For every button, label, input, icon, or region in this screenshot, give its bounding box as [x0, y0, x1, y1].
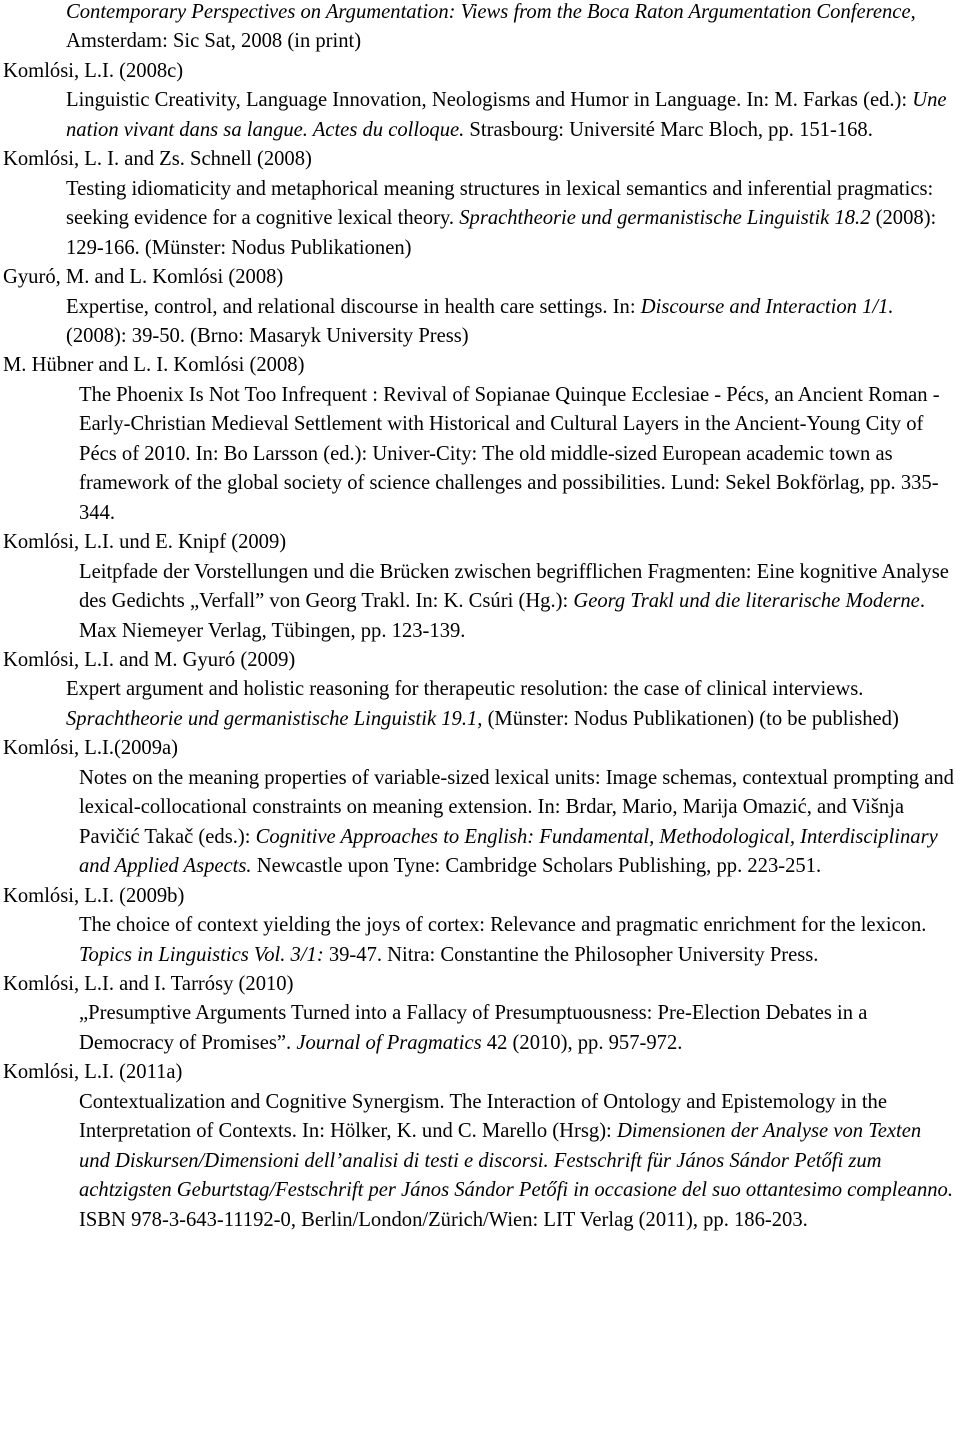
reference-author: M. Hübner and L. I. Komlósi (2008)	[3, 354, 305, 377]
reference-text: Leitpfade der Vorstellungen und die Brücken zwischen begrifflichen Fragmenten: Eine kognitive Analyse des Gedichts „Verfall” von Georg Trakl. In: K. Csúri (Hg.):	[79, 560, 949, 613]
italic-title-text: Dimensionen der Analyse von Texten und Diskursen/Dimensioni dell’analisi di testi e discorsi. Festschrift für János Sándor Petőfi zum achtzigsten Geburtstag/Festschrift per János Sándor Petőfi in occasione del suo ottantesimo compleanno.	[79, 1120, 953, 1202]
italic-title-text: Contemporary Perspectives on Argumentation: Views from the Boca Raton Argumentation Conference	[66, 1, 911, 23]
reference-body	[0, 911, 960, 970]
reference-text: „Presumptive Arguments Turned into a Fallacy of Presumptuousness: Pre-Election Debates in a Democracy of Promises”.	[79, 1002, 868, 1054]
reference-text: ISBN 978-3-643-11192-0, Berlin/London/Zürich/Wien: LIT Verlag (2011), pp. 186-203.	[79, 1208, 808, 1231]
reference-text: The Phoenix Is Not Too Infrequent : Revival of Sopianae Quinque Ecclesiae - Pécs, an Ancient Roman - Early-Christian Medieval Settlement with Historical and Cultural Layers in the Ancient-Young City of Pécs of 2010. In: Bo Larsson (ed.): Univer-City: The old middle-sized European academic town as framework of the global society of science challenges and possibilities. Lund: Sekel Bokförlag, pp. 335-344.	[79, 383, 940, 524]
reference-entry	[0, 646, 960, 734]
reference-text: (2008): 39-50. (Brno: Masaryk University Press)	[66, 324, 469, 347]
italic-title-text: Journal of Pragmatics	[296, 1031, 482, 1054]
italic-title-text: Georg Trakl und die literarische Moderne	[573, 590, 920, 613]
reference-body	[0, 381, 960, 528]
reference-body	[0, 675, 960, 734]
reference-body	[0, 0, 960, 57]
reference-text: Newcastle upon Tyne: Cambridge Scholars Publishing, pp. 223-251.	[251, 855, 822, 878]
reference-entry	[0, 970, 960, 1058]
reference-text: , Amsterdam: Sic Sat, 2008 (in print)	[66, 1, 916, 53]
reference-body	[0, 175, 960, 263]
italic-title-text: Discourse and Interaction 1/1.	[640, 295, 894, 318]
reference-entry	[0, 145, 960, 263]
reference-text: Testing idiomaticity and metaphorical meaning structures in lexical semantics and inferential pragmatics: seeking evidence for a cognitive lexical theory.	[66, 177, 934, 230]
reference-author: Komlósi, L.I. (2009b)	[3, 884, 185, 907]
reference-text: 39-47. Nitra: Constantine the Philosopher University Press.	[323, 943, 819, 966]
reference-entry	[0, 882, 960, 970]
reference-body	[0, 1088, 960, 1235]
reference-author: Komlósi, L.I. (2008c)	[3, 59, 184, 82]
reference-entry	[0, 263, 960, 351]
reference-author: Komlósi, L.I. and M. Gyuró (2009)	[3, 648, 296, 671]
italic-title-text: Sprachtheorie und germanistische Linguistik 18.2	[459, 207, 871, 230]
reference-entry	[0, 1058, 960, 1235]
italic-title-text: Topics in Linguistics Vol. 3/1:	[79, 943, 324, 966]
reference-entry	[0, 734, 960, 881]
reference-body	[0, 86, 960, 145]
reference-body	[0, 999, 960, 1058]
reference-text: Contextualization and Cognitive Synergism. The Interaction of Ontology and Epistemology in the Interpretation of Contexts. In: Hölker, K. und C. Marello (Hrsg):	[79, 1090, 887, 1143]
reference-text: Linguistic Creativity, Language Innovation, Neologisms and Humor in Language. In: M. Farkas (ed.):	[66, 89, 913, 112]
reference-text: Expert argument and holistic reasoning for therapeutic resolution: the case of clinical interviews.	[66, 678, 864, 701]
reference-text: (Münster: Nodus Publikationen) (to be published)	[482, 707, 899, 730]
reference-text: Notes on the meaning properties of variable-sized lexical units: Image schemas, contextual prompting and lexical-collocational constraints on meaning extension. In: Brdar, Mario, Marija Omazić, and Višnja Pavičić Takač (eds.):	[79, 766, 954, 848]
reference-body	[0, 558, 960, 646]
reference-author: Komlósi, L. I. and Zs. Schnell (2008)	[3, 148, 312, 171]
reference-author: Komlósi, L.I. and I. Tarrósy (2010)	[3, 972, 294, 995]
reference-text: Expertise, control, and relational discourse in health care settings. In:	[66, 295, 641, 318]
reference-entry	[0, 0, 960, 57]
reference-text: The choice of context yielding the joys of cortex: Relevance and pragmatic enrichment for the lexicon.	[79, 914, 927, 937]
reference-author: Gyuró, M. and L. Komlósi (2008)	[3, 266, 284, 289]
reference-text: 42 (2010), pp. 957-972.	[481, 1031, 683, 1054]
italic-title-text: Une nation vivant dans sa langue. Actes du colloque.	[66, 89, 947, 141]
reference-body	[0, 293, 960, 352]
reference-body	[0, 764, 960, 882]
reference-entry	[0, 57, 960, 145]
reference-entry	[0, 528, 960, 646]
reference-text: Strasbourg: Université Marc Bloch, pp. 151-168.	[464, 118, 873, 141]
reference-author: Komlósi, L.I. und E. Knipf (2009)	[3, 531, 287, 554]
reference-author: Komlósi, L.I. (2011a)	[3, 1061, 183, 1084]
reference-entry	[0, 351, 960, 528]
reference-text: . Max Niemeyer Verlag, Tübingen, pp. 123-139.	[79, 590, 925, 642]
italic-title-text: Cognitive Approaches to English: Fundamental, Methodological, Interdisciplinary and Applied Aspects.	[79, 825, 938, 878]
reference-text: (2008): 129-166. (Münster: Nodus Publikationen)	[66, 207, 937, 259]
reference-author: Komlósi, L.I.(2009a)	[3, 737, 179, 760]
italic-title-text: Sprachtheorie und germanistische Linguistik 19.1,	[66, 707, 483, 730]
